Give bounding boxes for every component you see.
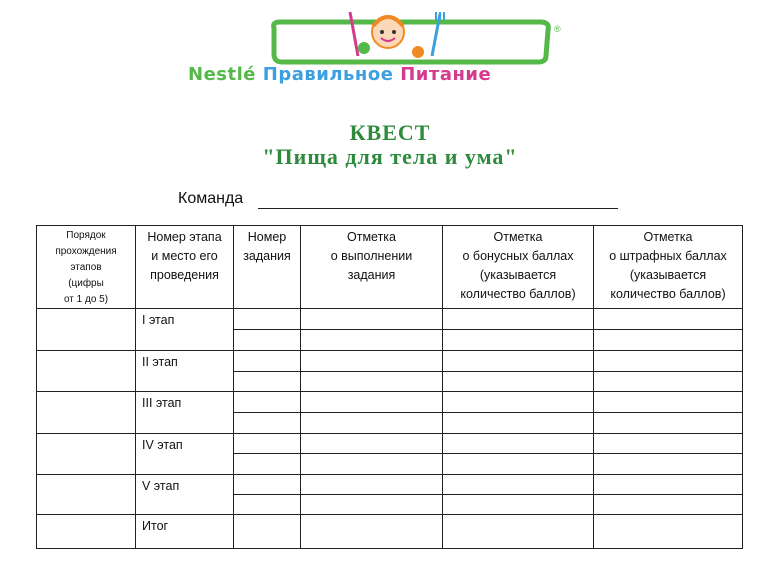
header-penalty-points: Отметка о штрафных баллах (указывается количество баллов) bbox=[594, 226, 743, 309]
stage-cell: V этап bbox=[136, 475, 234, 515]
stage-cell: III этап bbox=[136, 392, 234, 434]
task-cell[interactable] bbox=[234, 475, 301, 495]
table-row bbox=[37, 475, 743, 495]
completion-cell[interactable] bbox=[301, 434, 443, 454]
penalty-cell[interactable] bbox=[594, 515, 743, 549]
penalty-cell[interactable] bbox=[594, 351, 743, 372]
order-cell[interactable] bbox=[37, 475, 136, 515]
order-cell[interactable] bbox=[37, 309, 136, 351]
task-cell[interactable] bbox=[234, 392, 301, 413]
total-cell: Итог bbox=[136, 515, 234, 549]
bonus-cell[interactable] bbox=[443, 434, 594, 454]
bonus-cell[interactable] bbox=[443, 413, 594, 434]
penalty-cell[interactable] bbox=[594, 475, 743, 495]
penalty-cell[interactable] bbox=[594, 434, 743, 454]
logo-pencil-icon bbox=[350, 12, 358, 56]
bonus-cell[interactable] bbox=[443, 309, 594, 330]
task-cell[interactable] bbox=[234, 515, 301, 549]
table-row bbox=[37, 434, 743, 454]
brand-nestle: Nestlé bbox=[188, 64, 256, 85]
title-line-1: КВЕСТ bbox=[349, 120, 431, 145]
completion-cell[interactable] bbox=[301, 330, 443, 351]
title-line-2: "Пища для тела и ума" bbox=[262, 144, 518, 169]
header-stage: Номер этапа и место его проведения bbox=[136, 226, 234, 309]
completion-cell[interactable] bbox=[301, 309, 443, 330]
order-cell[interactable] bbox=[37, 434, 136, 475]
penalty-cell[interactable] bbox=[594, 392, 743, 413]
bonus-cell[interactable] bbox=[443, 351, 594, 372]
task-cell[interactable] bbox=[234, 413, 301, 434]
penalty-cell[interactable] bbox=[594, 495, 743, 515]
completion-cell[interactable] bbox=[301, 372, 443, 392]
bonus-cell[interactable] bbox=[443, 372, 594, 392]
penalty-cell[interactable] bbox=[594, 454, 743, 475]
bonus-cell[interactable] bbox=[443, 475, 594, 495]
penalty-cell[interactable] bbox=[594, 330, 743, 351]
order-cell[interactable] bbox=[37, 351, 136, 392]
table-row bbox=[37, 309, 743, 330]
brand-pravilnoe: Правильное bbox=[262, 64, 394, 85]
header-completion-mark: Отметка о выполнении задания bbox=[301, 226, 443, 309]
bonus-cell[interactable] bbox=[443, 330, 594, 351]
stage-cell: II этап bbox=[136, 351, 234, 392]
stage-cell: I этап bbox=[136, 309, 234, 351]
logo-artwork bbox=[188, 8, 648, 68]
task-cell[interactable] bbox=[234, 495, 301, 515]
stage-cell: IV этап bbox=[136, 434, 234, 475]
completion-cell[interactable] bbox=[301, 413, 443, 434]
header-task-number: Номер задания bbox=[234, 226, 301, 309]
completion-cell[interactable] bbox=[301, 454, 443, 475]
team-name-field[interactable] bbox=[258, 208, 618, 209]
bonus-cell[interactable] bbox=[443, 454, 594, 475]
bonus-cell[interactable] bbox=[443, 495, 594, 515]
task-cell[interactable] bbox=[234, 351, 301, 372]
table-row bbox=[37, 392, 743, 413]
penalty-cell[interactable] bbox=[594, 413, 743, 434]
header-bonus-points: Отметка о бонусных баллах (указывается количество баллов) bbox=[443, 226, 594, 309]
completion-cell[interactable] bbox=[301, 351, 443, 372]
order-cell[interactable] bbox=[37, 392, 136, 434]
completion-cell[interactable] bbox=[301, 515, 443, 549]
brand-pitanie: Питание bbox=[400, 64, 492, 85]
penalty-cell[interactable] bbox=[594, 309, 743, 330]
quest-table bbox=[36, 225, 743, 549]
task-cell[interactable] bbox=[234, 434, 301, 454]
logo-frame bbox=[274, 22, 549, 62]
order-cell[interactable] bbox=[37, 515, 136, 549]
nestle-logo bbox=[188, 8, 648, 90]
brand-wordmark bbox=[188, 64, 491, 85]
header-row bbox=[37, 226, 743, 309]
team-label: Команда bbox=[178, 190, 244, 207]
task-cell[interactable] bbox=[234, 372, 301, 392]
bonus-cell[interactable] bbox=[443, 392, 594, 413]
completion-cell[interactable] bbox=[301, 495, 443, 515]
registered-mark: ® bbox=[554, 24, 561, 34]
task-cell[interactable] bbox=[234, 454, 301, 475]
table-row bbox=[37, 351, 743, 372]
table-row bbox=[37, 515, 743, 549]
bonus-cell[interactable] bbox=[443, 515, 594, 549]
completion-cell[interactable] bbox=[301, 475, 443, 495]
penalty-cell[interactable] bbox=[594, 372, 743, 392]
header-order: Порядок прохождения этапов (цифры от 1 до 5) bbox=[37, 226, 136, 309]
task-cell[interactable] bbox=[234, 309, 301, 330]
task-cell[interactable] bbox=[234, 330, 301, 351]
completion-cell[interactable] bbox=[301, 392, 443, 413]
